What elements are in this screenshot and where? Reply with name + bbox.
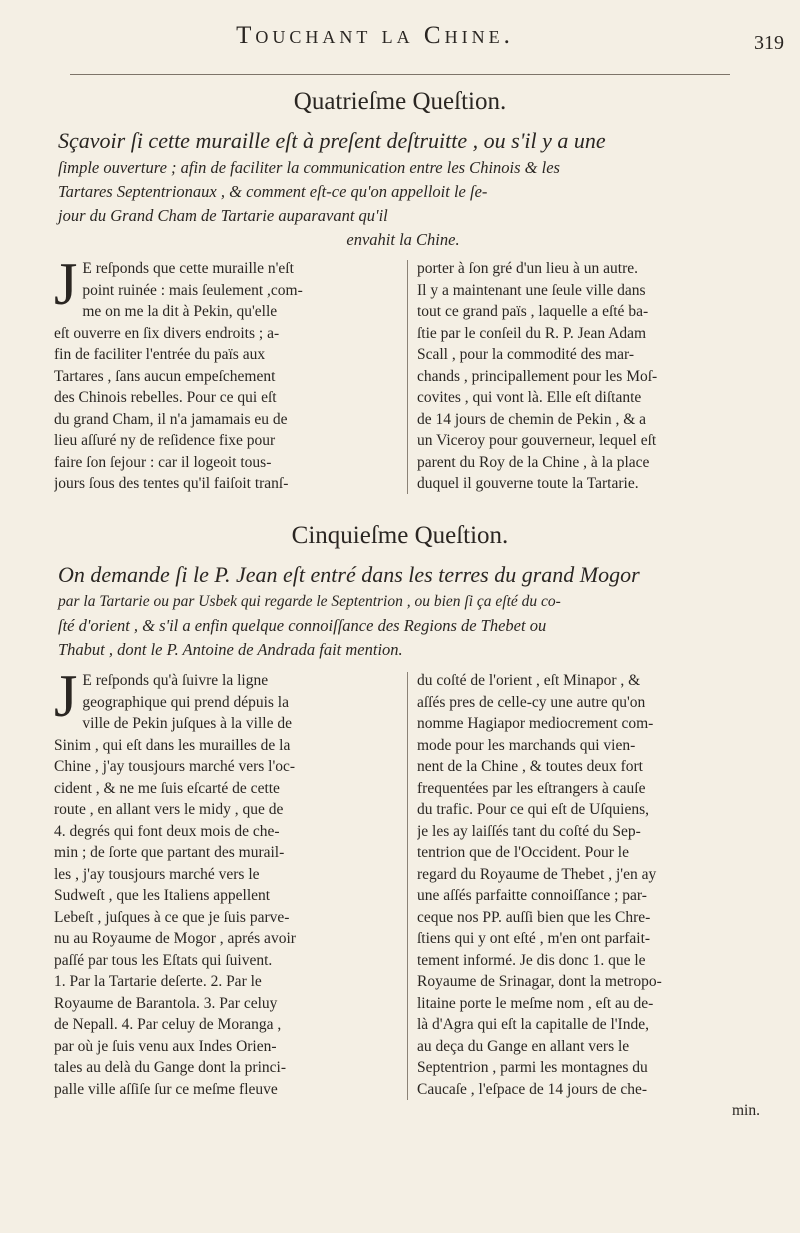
question-4-left-column	[54, 251, 397, 495]
body-line: du coſté de l'orient , eſt Minapor , &	[417, 672, 641, 689]
body-line: Lebeſt , juſques à ce que je ſuis parve-	[54, 908, 290, 926]
question-5-subtitle-line: Thabut , dont le P. Antoine de Andrada fait mention.	[58, 640, 403, 659]
body-line: ville de Pekin juſques à la ville de	[82, 715, 292, 732]
body-line: tement informé. Je dis donc 1. que le	[417, 951, 646, 969]
body-line: E reſponds que cette muraille n'eſt	[82, 260, 294, 277]
body-line: regard du Royaume de Thebet , j'en ay	[417, 865, 657, 883]
body-line: ſtie par le conſeil du R. P. Jean Adam	[417, 324, 647, 342]
body-line: chands , principallement pour les Moſ-	[417, 367, 658, 385]
body-line: ceque nos PP. auſſi bien que les Chre-	[417, 908, 651, 926]
body-line: tentrion que de l'Occident. Pour le	[417, 844, 629, 861]
body-line: Tartares , ſans aucun empeſchement	[54, 367, 276, 385]
body-line: un Viceroy pour gouverneur, lequel eſt	[417, 432, 657, 449]
body-line: porter à ſon gré d'un lieu à un autre.	[417, 260, 639, 277]
body-line: du trafic. Pour ce qui eſt de Uſquiens,	[417, 801, 650, 818]
body-line: eſt ouverre en ſix divers endroits ; a-	[54, 324, 280, 342]
question-5-right-column	[417, 670, 760, 1122]
body-line: nu au Royaume de Mogor , aprés avoir	[54, 930, 296, 947]
body-line: fin de faciliter l'entrée du païs aux	[54, 346, 266, 363]
body-line: Scall , pour la commodité des mar-	[417, 346, 635, 363]
question-4-heading: Quatrieſme Queſtion.	[293, 88, 507, 115]
body-line: E reſponds qu'à ſuivre la ligne	[82, 672, 269, 689]
body-line: route , en allant vers le midy , que de	[54, 801, 284, 818]
body-line: une aſſés parfaitte connoiſſance ; par-	[417, 887, 647, 904]
running-title: Touchant la Chine.	[236, 22, 514, 49]
body-line: Royaume de Srinagar, dont la metropo-	[417, 973, 662, 990]
question-5-subtitle	[58, 560, 748, 662]
body-line: point ruinée : mais ſeulement ,com-	[82, 281, 303, 299]
body-line: je les ay laiſſés tant du coſté du Sep-	[417, 822, 641, 840]
body-line: 1. Par la Tartarie deſerte. 2. Par le	[54, 973, 262, 990]
body-line: aſſés pres de celle-cy une autre qu'on	[417, 693, 646, 711]
question-4-subtitle	[58, 126, 748, 252]
question-5-body	[54, 663, 760, 1122]
body-line: tales au delà du Gange dont la princi-	[54, 1059, 286, 1076]
body-line: des Chinois rebelles. Pour ce qui eſt	[54, 389, 277, 406]
body-line: au deça du Gange en allant vers le	[417, 1037, 630, 1055]
column-divider	[407, 672, 408, 1100]
body-line: là d'Agra qui eſt la capitalle de l'Inde,	[417, 1016, 649, 1033]
question-4-subtitle-line: Tartares Septentrionaux , & comment eſt-ce qu'on appelloit le ſe-	[58, 182, 488, 201]
body-line: paſſé par tous les Eſtats qui ſuivent.	[54, 951, 273, 969]
body-line: tout ce grand païs , laquelle a eſté ba-	[417, 303, 649, 320]
body-line: covites , qui vont là. Elle eſt diſtante	[417, 389, 642, 406]
question-5-heading: Cinquieſme Queſtion.	[291, 522, 509, 549]
column-divider	[407, 260, 408, 494]
body-line: faire ſon ſejour : car il logeoit tous-	[54, 453, 272, 471]
body-line: Royaume de Barantola. 3. Par celuy	[54, 994, 278, 1012]
question-4-right-column	[417, 258, 760, 495]
question-5-left-column	[54, 663, 397, 1122]
body-line: Chine , j'ay tousjours marché vers l'oc-	[54, 758, 296, 775]
body-line: Sudweſt , que les Italiens appellent	[54, 887, 271, 904]
body-line: Septentrion , parmi les montagnes du	[417, 1059, 648, 1076]
body-line: me on me la dit à Pekin, qu'elle	[82, 303, 278, 320]
body-line: de Nepall. 4. Par celuy de Moranga ,	[54, 1016, 282, 1033]
body-line: 4. degrés qui font deux mois de che-	[54, 822, 280, 840]
body-line: litaine porte le meſme nom , eſt au de-	[417, 994, 654, 1012]
body-line: duquel il gouverne toute la Tartarie.	[417, 475, 639, 492]
question-4-subtitle-line: ſimple ouverture ; afin de faciliter la communication entre les Chinois & les	[58, 158, 560, 177]
body-line: ſtiens qui y ont eſté , m'en ont parfait-	[417, 930, 651, 947]
body-line: Caucaſe , l'eſpace de 14 jours de che-	[417, 1080, 648, 1098]
body-line: les , j'ay tousjours marché vers le	[54, 865, 260, 883]
header-rule	[70, 74, 730, 75]
question-4-subtitle-line: Sçavoir ſi cette muraille eſt à preſent deſtruitte , ou s'il y a une	[58, 128, 606, 153]
question-5-subtitle-line: par la Tartarie ou par Usbek qui regarde le Septentrion , ou bien ſi ça eſté du co-	[58, 593, 561, 610]
body-line: min.	[732, 1102, 760, 1119]
body-line: palle ville aſſiſe ſur ce meſme fleuve	[54, 1080, 278, 1098]
body-line: parent du Roy de la Chine , à la place	[417, 453, 650, 471]
body-line: de 14 jours de chemin de Pekin , & a	[417, 410, 647, 428]
question-5-dropcap: J	[54, 663, 78, 729]
body-line: du grand Cham, il n'a jamamais eu de	[54, 410, 288, 428]
question-5-subtitle-line: On demande ſi le P. Jean eſt entré dans les terres du grand Mogor	[58, 562, 640, 587]
body-line: nomme Hagiapor mediocrement com-	[417, 715, 654, 732]
body-line: mode pour les marchands qui vien-	[417, 736, 636, 754]
body-line: frequentées par les eſtrangers à cauſe	[417, 779, 646, 797]
body-line: lieu aſſuré ny de reſidence fixe pour	[54, 432, 276, 449]
question-4-subtitle-line: jour du Grand Cham de Tartarie auparavant qu'il	[58, 206, 388, 225]
body-line: nent de la Chine , & toutes deux fort	[417, 758, 643, 775]
body-line: min ; de ſorte que partant des murail-	[54, 844, 285, 861]
body-line: cident , & ne me ſuis eſcarté de cette	[54, 779, 280, 797]
body-line: geographique qui prend dépuis la	[82, 693, 289, 711]
question-4-dropcap: J	[54, 251, 78, 317]
running-head	[0, 18, 800, 62]
body-line: jours ſous des tentes qu'il faiſoit tranſ-	[54, 475, 289, 492]
body-line: Il y a maintenant une ſeule ville dans	[417, 281, 646, 299]
page-number: 319	[754, 32, 784, 54]
question-5-subtitle-line: ſté d'orient , & s'il a enfin quelque connoiſſance des Regions de Thebet ou	[58, 616, 547, 635]
question-4-body	[54, 251, 760, 495]
body-line: par où je ſuis venu aux Indes Orien-	[54, 1037, 277, 1055]
body-line: Sinim , qui eſt dans les murailles de la	[54, 736, 291, 754]
question-4-subtitle-line: envahit la Chine.	[346, 230, 460, 249]
